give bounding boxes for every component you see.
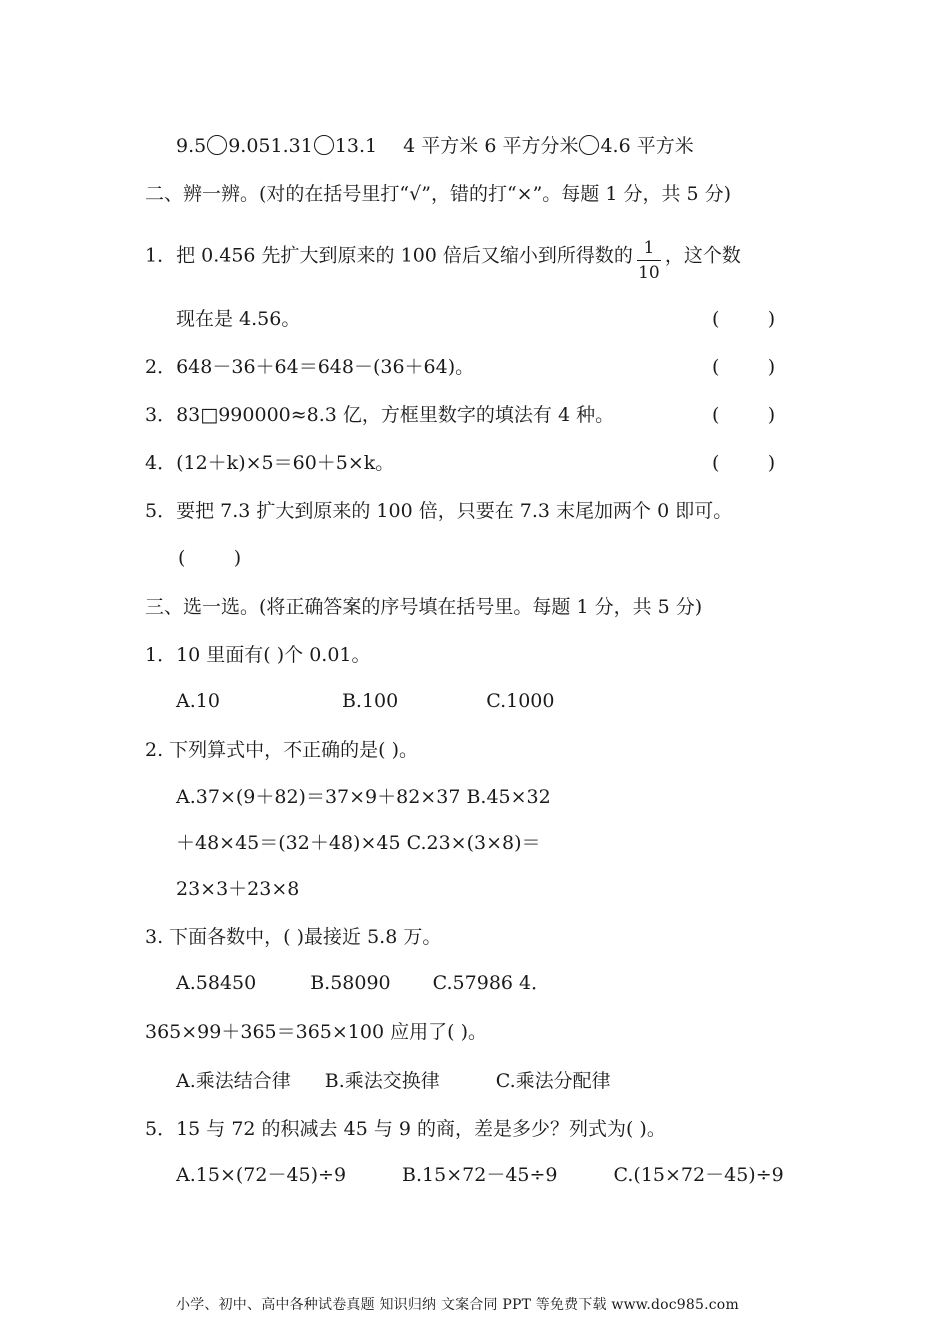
section3-q4-options <box>176 1069 611 1093</box>
section2-q3: 3．83□990000≈8.3 亿，方框里数字的填法有 4 种。 <box>145 404 615 426</box>
section3-q5: 5．15 与 72 的积减去 45 与 9 的商，差是多少？列式为( )。 <box>145 1118 666 1140</box>
section3-q2: 2. 下列算式中，不正确的是( )。 <box>145 739 419 761</box>
option-a[interactable]: A.乘法结合律 <box>176 1070 291 1092</box>
compare-a3: 4 平方米 6 平方分米 <box>403 135 579 157</box>
section3-heading: 三、选一选。(将正确答案的序号填在括号里。每题 1 分，共 5 分) <box>145 596 703 618</box>
answer-paren-q1[interactable]: ( ) <box>712 308 776 330</box>
fraction-bar <box>637 260 661 261</box>
section3-q2-line3: 23×3＋23×8 <box>176 878 300 900</box>
footer-text: 小学、初中、高中各种试卷真题 知识归纳 文案合同 PPT 等免费下载 www.doc985.com <box>176 1297 739 1313</box>
answer-paren-q5[interactable]: ( ) <box>178 547 242 569</box>
option-b[interactable]: B.58090 <box>310 972 391 994</box>
compare-a2: 1.31 <box>270 135 313 157</box>
compare-circle-1[interactable] <box>207 135 227 155</box>
option-c[interactable]: C.乘法分配律 <box>495 1070 611 1092</box>
option-b[interactable]: B.100 <box>341 690 399 712</box>
fraction-denominator: 10 <box>638 263 660 283</box>
answer-paren-q4[interactable]: ( ) <box>712 452 776 474</box>
section2-q2: 2．648－36＋64＝648－(36＋64)。 <box>145 356 475 378</box>
section3-q1-options <box>176 689 554 713</box>
section2-q1 <box>145 234 741 283</box>
section2-q4: 4．(12＋k)×5＝60＋5×k。 <box>145 452 395 474</box>
section2-q1-part2: ，这个数 <box>664 244 741 267</box>
compare-a1: 9.5 <box>176 135 207 157</box>
answer-paren-q3[interactable]: ( ) <box>712 404 776 426</box>
section2-q5: 5．要把 7.3 扩大到原来的 100 倍，只要在 7.3 末尾加两个 0 即可。 <box>145 500 733 522</box>
section3-q2-line1: A.37×(9＋82)＝37×9＋82×37 B.45×32 <box>176 786 551 808</box>
fraction-one-tenth <box>637 238 661 283</box>
compare-b3: 4.6 平方米 <box>600 135 694 157</box>
section3-q2-line2: ＋48×45＝(32＋48)×45 C.23×(3×8)＝ <box>176 832 541 854</box>
section2-heading: 二、辨一辨。(对的在括号里打“√”，错的打“×”。每题 1 分，共 5 分) <box>145 183 732 205</box>
option-c[interactable]: C.1000 <box>486 690 555 712</box>
section3-q3: 3. 下面各数中，( )最接近 5.8 万。 <box>145 926 442 948</box>
compare-row <box>176 134 694 158</box>
option-a[interactable]: A.15×(72－45)÷9 <box>176 1164 347 1186</box>
option-c[interactable]: C.57986 4． <box>432 972 551 994</box>
section3-q1: 1．10 里面有( )个 0.01。 <box>145 644 371 666</box>
section3-q4: 365×99＋365＝365×100 应用了( )。 <box>145 1021 487 1043</box>
option-a[interactable]: A.10 <box>176 690 220 712</box>
option-b[interactable]: B.乘法交换律 <box>324 1070 440 1092</box>
option-b[interactable]: B.15×72－45÷9 <box>402 1164 558 1186</box>
section2-q1-part1: 1．把 0.456 先扩大到原来的 100 倍后又缩小到所得数的 <box>145 244 633 267</box>
section2-q1-cont: 现在是 4.56。 <box>176 308 301 330</box>
section3-q3-options <box>176 971 550 995</box>
compare-circle-2[interactable] <box>314 135 334 155</box>
compare-circle-3[interactable] <box>579 135 599 155</box>
option-a[interactable]: A.58450 <box>176 972 257 994</box>
section3-q5-options <box>176 1163 784 1187</box>
answer-paren-q2[interactable]: ( ) <box>712 356 776 378</box>
option-c[interactable]: C.(15×72－45)÷9 <box>613 1164 784 1186</box>
compare-b1: 9.05 <box>228 135 271 157</box>
fraction-numerator: 1 <box>643 238 655 258</box>
compare-b2: 13.1 <box>334 135 378 157</box>
